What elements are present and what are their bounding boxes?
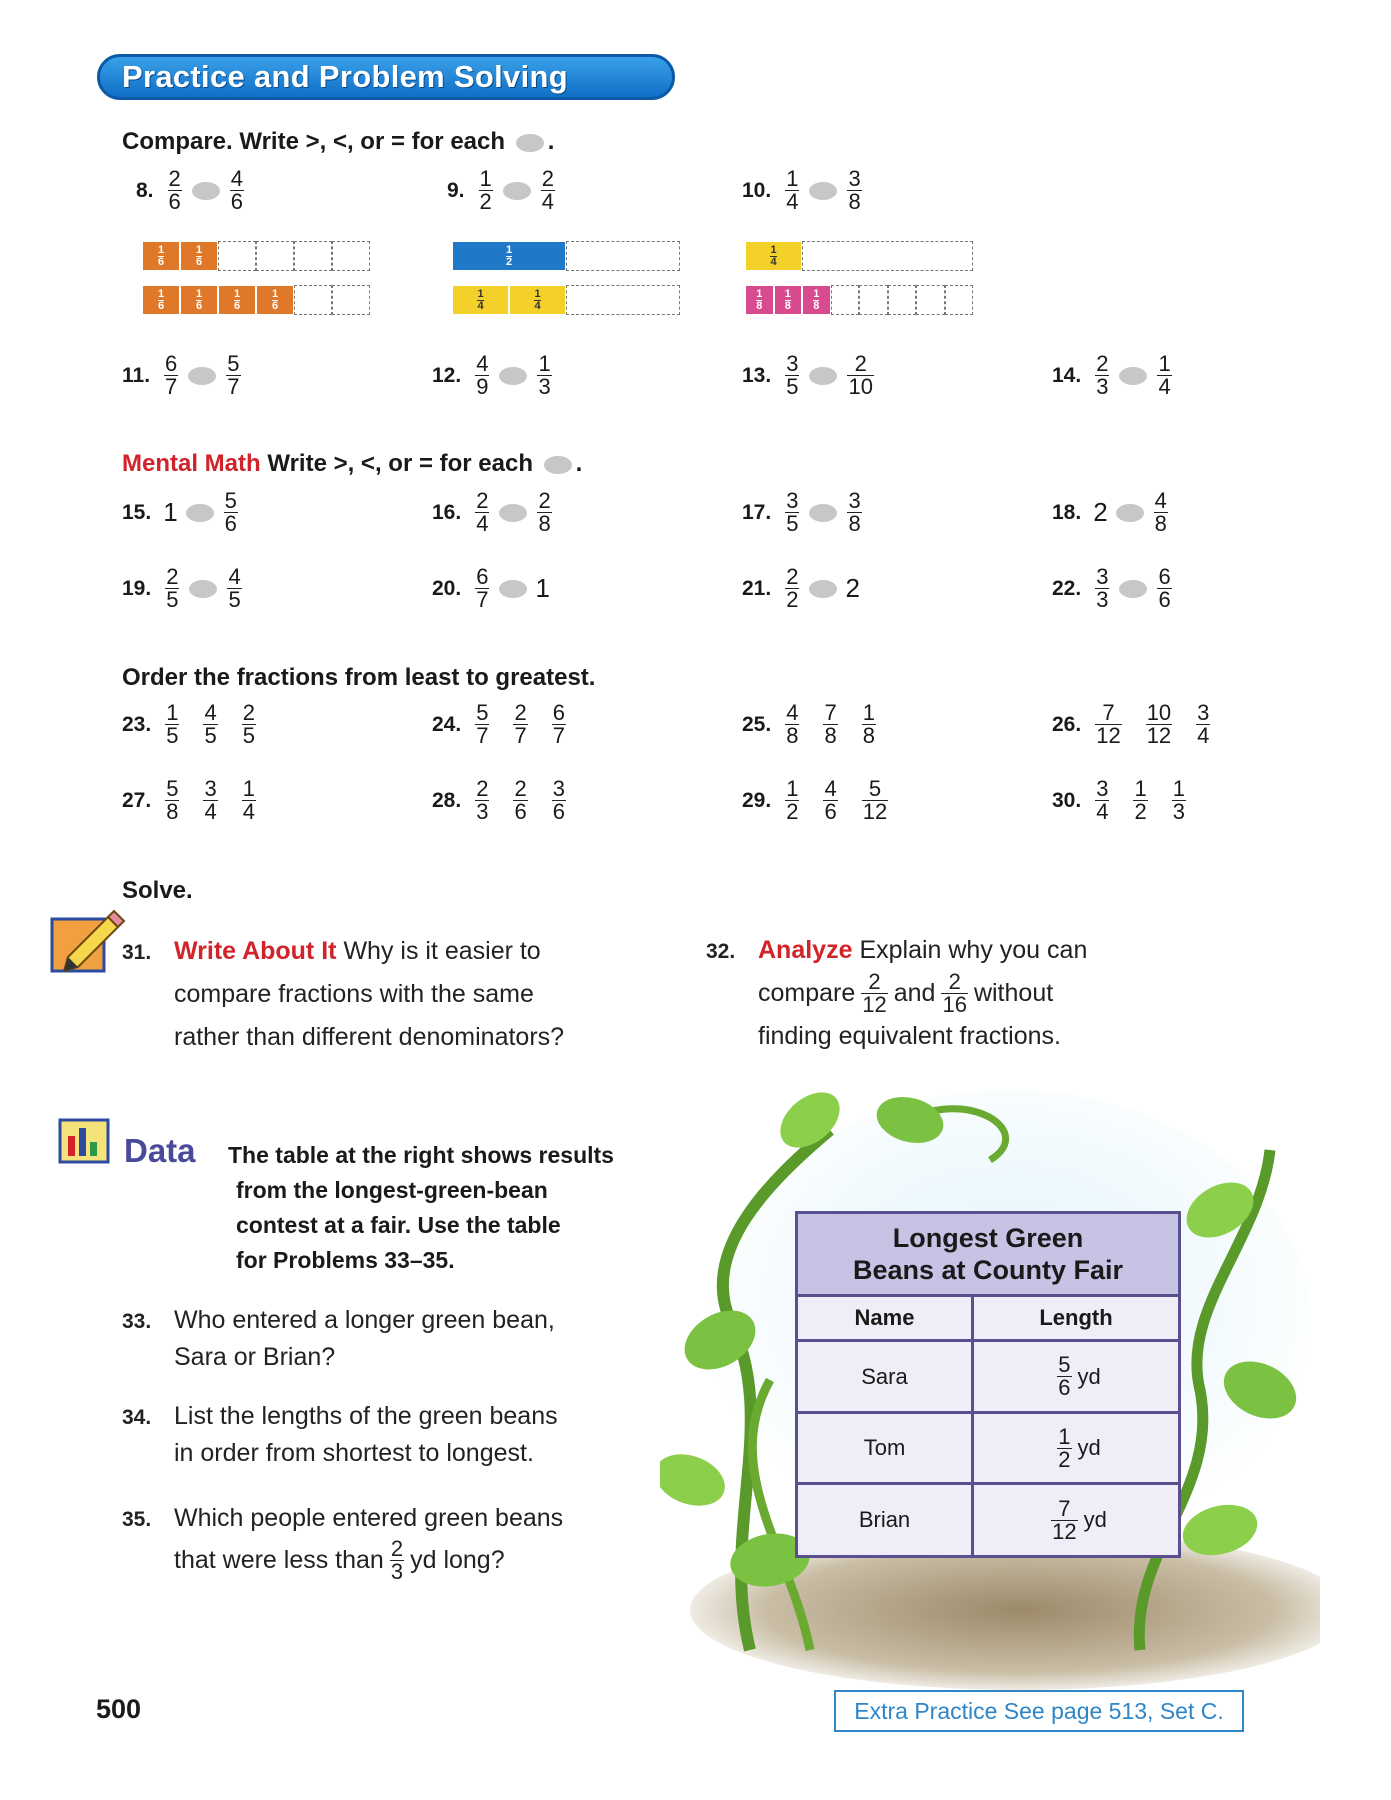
fraction: $\frac{4}{5}$ <box>228 564 241 612</box>
bar-empty-segment <box>566 285 680 315</box>
fraction: $\frac{2}{7}$ <box>514 700 527 748</box>
problem-34-number: 34. <box>122 1406 152 1429</box>
problem-number: 29. <box>742 788 772 812</box>
fraction: $\frac{3}{4}$ <box>1197 700 1210 748</box>
whole-number: 2 <box>845 573 860 603</box>
problem-29 <box>742 778 894 823</box>
fraction: $\frac{5}{12}$ <box>862 776 888 824</box>
answer-oval[interactable] <box>809 580 837 598</box>
fraction: $\frac{2}{10}$ <box>848 351 873 399</box>
problem-number: 30. <box>1052 788 1082 812</box>
fraction: $\frac{7}{8}$ <box>824 700 837 748</box>
table-cell-name: Tom <box>863 1435 906 1460</box>
problem-number: 9. <box>447 178 465 202</box>
problem-number: 11. <box>122 363 151 387</box>
fraction: $\frac{7}{12}$ <box>1096 700 1121 748</box>
fraction: $\frac{1}{4}$ <box>1158 351 1171 399</box>
problem-number: 31. <box>122 941 152 964</box>
fraction: $\frac{1}{2}$ <box>479 166 492 214</box>
fraction: $\frac{3}{6}$ <box>552 776 565 824</box>
fraction: $\frac{4}{8}$ <box>786 700 799 748</box>
problem-number: 8. <box>136 178 154 202</box>
fraction: $\frac{5}{6}$ <box>224 488 237 536</box>
problem-33-text: Who entered a longer green bean, Sara or Brian? <box>174 1306 555 1371</box>
problem-20 <box>432 566 554 611</box>
oval-placeholder <box>544 456 572 474</box>
answer-oval[interactable] <box>499 580 527 598</box>
pencil-icon <box>48 905 126 975</box>
bar-empty-segment <box>802 241 973 271</box>
table-cell-length: $\frac{1}{2}$ yd <box>1058 1423 1101 1472</box>
bar-empty-segment <box>294 285 332 315</box>
bar-segment-eighth: 1 8 <box>802 285 831 315</box>
problem-30 <box>1052 778 1192 823</box>
fraction: $\frac{2}{4}$ <box>541 166 555 214</box>
answer-oval[interactable] <box>186 504 214 522</box>
table-cell-name: Brian <box>858 1507 911 1532</box>
solve-heading: Solve. <box>122 877 193 904</box>
column-header-length: Length <box>1039 1305 1113 1330</box>
problem-number: 19. <box>122 576 152 600</box>
oval-placeholder <box>516 134 544 152</box>
section-banner: Practice and Problem Solving <box>97 54 675 100</box>
fraction: $\frac{2}{12}$ <box>862 969 887 1017</box>
bar-segment-sixth: 1 6 <box>256 285 294 315</box>
problem-18 <box>1052 490 1174 535</box>
problem-33-number: 33. <box>122 1310 152 1333</box>
fraction: $\frac{3}{5}$ <box>786 351 799 399</box>
whole-number: 1 <box>535 573 550 603</box>
fraction: $\frac{1}{2}$ <box>1134 776 1147 824</box>
fraction: $\frac{10}{12}$ <box>1146 700 1172 748</box>
bar-empty-segment <box>332 285 370 315</box>
problem-number: 27. <box>122 788 152 812</box>
problem-27 <box>122 778 262 823</box>
data-label: Data <box>124 1132 196 1169</box>
problem-8 <box>136 168 250 213</box>
fraction: $\frac{1}{5}$ <box>166 700 179 748</box>
answer-oval[interactable] <box>189 580 217 598</box>
order-instruction: Order the fractions from least to greatest. <box>122 664 596 691</box>
bar-empty-segment <box>859 285 888 315</box>
fraction: $\frac{2}{8}$ <box>538 488 551 536</box>
mental-math-instruction: Mental Math Write >, <, or = for each . <box>122 450 583 477</box>
fraction: $\frac{2}{5}$ <box>166 564 179 612</box>
fraction: $\frac{7}{12}$ <box>1052 1495 1077 1544</box>
problem-32-text: Analyze Explain why you can compare $\frac{2}{12}$ and $\frac{2}{16}$ without finding equivalent fractions. <box>758 936 1088 1050</box>
fraction: $\frac{1}{4}$ <box>786 166 799 214</box>
problem-24 <box>432 702 572 747</box>
fraction: $\frac{2}{6}$ <box>514 776 527 824</box>
fraction: $\frac{1}{8}$ <box>862 700 875 748</box>
fraction: $\frac{6}{7}$ <box>165 351 178 399</box>
fraction: $\frac{3}{5}$ <box>786 488 799 536</box>
problem-number: 14. <box>1052 363 1082 387</box>
problem-number: 16. <box>432 500 462 524</box>
problem-number: 15. <box>122 500 152 524</box>
bar-empty-segment <box>945 285 974 315</box>
mental-math-text: Write >, <, or = for each <box>267 450 533 477</box>
problem-23 <box>122 702 262 747</box>
fraction: $\frac{2}{4}$ <box>476 488 489 536</box>
problem-number: 23. <box>122 712 152 736</box>
problem-21 <box>742 566 864 611</box>
answer-oval[interactable] <box>1119 580 1147 598</box>
data-description: The table at the right shows results <box>228 1142 614 1168</box>
fraction: $\frac{6}{6}$ <box>1158 564 1171 612</box>
problem-31 <box>122 930 151 974</box>
problem-9 <box>447 168 561 213</box>
bar-empty-segment <box>888 285 917 315</box>
bar-empty-segment <box>294 241 332 271</box>
problem-number: 10. <box>742 178 772 202</box>
problem-34-text: List the lengths of the green beans in order from shortest to longest. <box>174 1402 558 1467</box>
fraction: $\frac{3}{3}$ <box>1096 564 1109 612</box>
answer-oval[interactable] <box>192 182 220 200</box>
page-number: 500 <box>96 1694 142 1724</box>
answer-oval[interactable] <box>1119 367 1147 385</box>
bar-segment-quarter: 1 4 <box>509 285 566 315</box>
answer-oval[interactable] <box>1116 504 1144 522</box>
fraction: $\frac{1}{3}$ <box>538 351 551 399</box>
write-about-it-label: Write About It <box>174 937 337 965</box>
answer-oval[interactable] <box>503 182 531 200</box>
compare-instruction-text: Compare. Write >, <, or = for each <box>122 128 506 155</box>
problem-number: 28. <box>432 788 462 812</box>
problem-number: 17. <box>742 500 772 524</box>
answer-oval[interactable] <box>499 504 527 522</box>
bar-empty-segment <box>332 241 370 271</box>
bar-empty-segment <box>831 285 860 315</box>
problem-number: 13. <box>742 363 772 387</box>
problem-number: 18. <box>1052 500 1082 524</box>
fraction: $\frac{6}{7}$ <box>552 700 565 748</box>
fraction: $\frac{4}{6}$ <box>230 166 244 214</box>
mental-math-label: Mental Math <box>122 450 261 477</box>
problem-26 <box>1052 702 1216 747</box>
problem-number: 20. <box>432 576 462 600</box>
fraction: $\frac{2}{3}$ <box>476 776 489 824</box>
fraction: $\frac{4}{6}$ <box>824 776 837 824</box>
fraction: $\frac{5}{6}$ <box>1058 1352 1071 1400</box>
bar-segment-sixth: 1 6 <box>180 241 218 271</box>
problem-number: 12. <box>432 363 462 387</box>
fraction: $\frac{6}{7}$ <box>476 564 489 612</box>
bar-segment-quarter: 1 4 <box>745 241 802 271</box>
bar-empty-segment <box>218 241 256 271</box>
problem-15 <box>122 490 244 535</box>
fraction: $\frac{5}{8}$ <box>166 776 179 824</box>
problem-number: 22. <box>1052 576 1082 600</box>
bar-empty-segment <box>916 285 945 315</box>
bar-segment-sixth: 1 6 <box>180 285 218 315</box>
table-title: Longest Green Beans at County Fair <box>798 1214 1178 1297</box>
bar-empty-segment <box>256 241 294 271</box>
problem-14 <box>1052 353 1178 398</box>
problem-28 <box>432 778 572 823</box>
column-header-name: Name <box>854 1305 915 1330</box>
fraction: $\frac{1}{2}$ <box>1058 1423 1071 1472</box>
problem-22 <box>1052 566 1178 611</box>
problem-11 <box>122 353 247 398</box>
problem-number: 26. <box>1052 712 1082 736</box>
fraction: $\frac{3}{8}$ <box>848 166 861 214</box>
problem-10 <box>742 168 868 213</box>
compare-instruction: Compare. Write >, <, or = for each . <box>122 128 555 155</box>
bar-segment-quarter: 1 4 <box>452 285 509 315</box>
problem-35-number: 35. <box>122 1508 152 1531</box>
problem-16 <box>432 490 558 535</box>
whole-number: 1 <box>163 497 178 527</box>
bar-segment-sixth: 1 6 <box>218 285 256 315</box>
problem-12 <box>432 353 558 398</box>
problem-19 <box>122 566 248 611</box>
fraction: $\frac{2}{3}$ <box>390 1535 404 1584</box>
table-cell-name: Sara <box>861 1363 908 1389</box>
table-cell-length: $\frac{7}{12}$ yd <box>1052 1495 1107 1544</box>
fraction: $\frac{3}{4}$ <box>204 776 217 824</box>
problem-13 <box>742 353 880 398</box>
bar-segment-half: 1 2 <box>452 241 566 271</box>
whole-number: 2 <box>1093 497 1108 527</box>
fraction: $\frac{4}{5}$ <box>204 700 217 748</box>
fraction: $\frac{1}{3}$ <box>1172 776 1185 824</box>
answer-oval[interactable] <box>809 367 837 385</box>
fraction: $\frac{5}{7}$ <box>476 700 489 748</box>
fraction: $\frac{2}{5}$ <box>242 700 255 748</box>
fraction: $\frac{4}{9}$ <box>476 351 489 399</box>
bar-segment-sixth: 1 6 <box>142 241 180 271</box>
fraction: $\frac{1}{4}$ <box>242 776 255 824</box>
table-cell-length: $\frac{5}{6}$ yd <box>1058 1352 1101 1400</box>
fraction: $\frac{1}{2}$ <box>786 776 799 824</box>
problem-35-text: Which people entered green beans that were less than $\frac{2}{3}$ yd long? <box>174 1504 564 1584</box>
bar-segment-sixth: 1 6 <box>142 285 180 315</box>
fraction: $\frac{5}{7}$ <box>227 351 240 399</box>
analyze-label: Analyze <box>758 936 853 964</box>
fraction: $\frac{2}{3}$ <box>1096 351 1109 399</box>
problem-number: 32. <box>706 940 736 963</box>
problem-number: 24. <box>432 712 462 736</box>
bar-empty-segment <box>566 241 680 271</box>
problem-number: 25. <box>742 712 772 736</box>
answer-oval[interactable] <box>809 182 837 200</box>
extra-practice-link[interactable]: Extra Practice See page 513, Set C. <box>834 1690 1244 1732</box>
bar-segment-eighth: 1 8 <box>745 285 774 315</box>
answer-oval[interactable] <box>809 504 837 522</box>
problem-31-text: Write About It Why is it easier to compare fractions with the same rather than different denominators? <box>174 937 565 1051</box>
answer-oval[interactable] <box>188 367 216 385</box>
data-description-continued: from the longest-green-bean contest at a fair. Use the table for Problems 33–35. <box>236 1177 561 1273</box>
fraction: $\frac{2}{2}$ <box>786 564 799 612</box>
problem-17 <box>742 490 868 535</box>
fraction: $\frac{3}{4}$ <box>1096 776 1109 824</box>
green-bean-table <box>795 1211 1181 1558</box>
fraction: $\frac{2}{6}$ <box>168 166 181 214</box>
fraction: $\frac{2}{16}$ <box>942 969 967 1017</box>
problem-32 <box>706 929 735 973</box>
problem-number: 21. <box>742 576 772 600</box>
bar-segment-eighth: 1 8 <box>774 285 803 315</box>
fraction: $\frac{4}{8}$ <box>1154 488 1167 536</box>
bar-chart-icon <box>58 1118 110 1164</box>
fraction: $\frac{3}{8}$ <box>848 488 861 536</box>
answer-oval[interactable] <box>499 367 527 385</box>
problem-25 <box>742 702 882 747</box>
